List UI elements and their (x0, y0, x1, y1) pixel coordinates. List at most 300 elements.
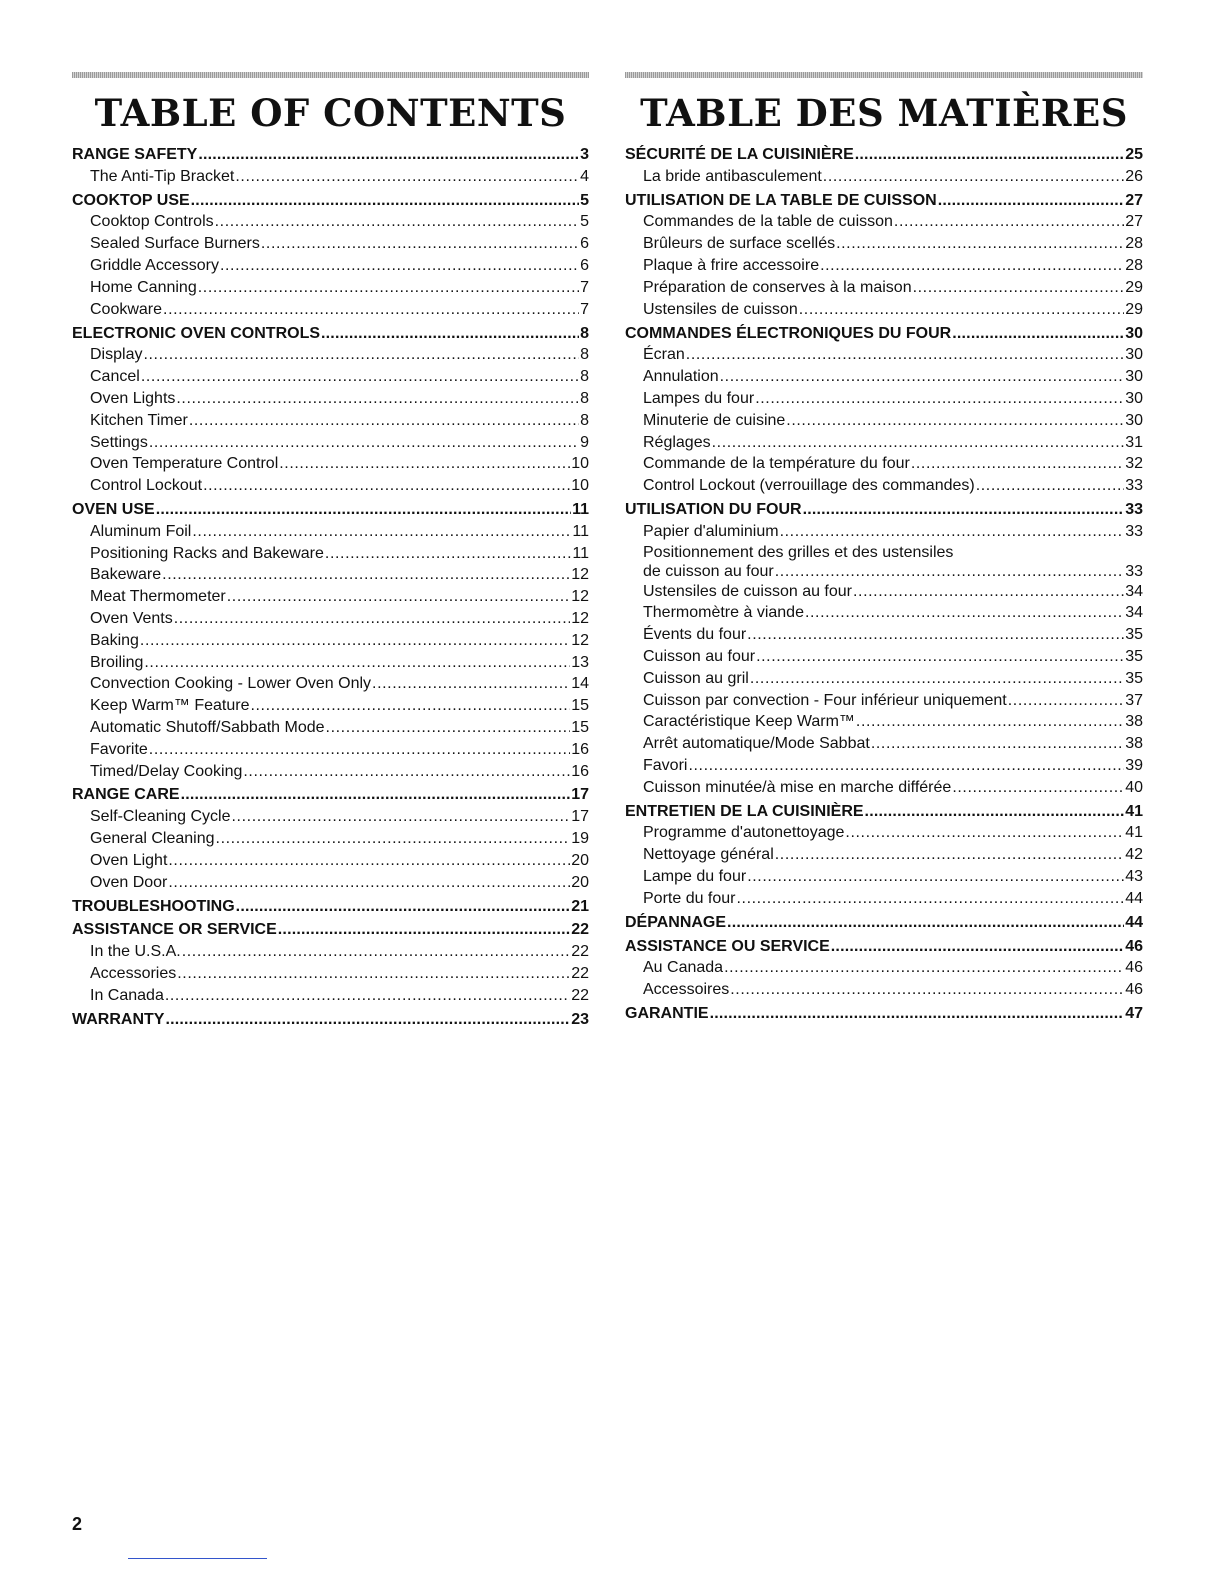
toc-entry-page: 23 (571, 1010, 589, 1028)
toc-entry-label: Au Canada (643, 959, 724, 977)
toc-entry-label: Nettoyage général (643, 846, 774, 864)
toc-entry-label: Cuisson au four (643, 648, 756, 666)
toc-dot-leader (165, 985, 570, 1007)
toc-entry-page: 28 (1125, 235, 1143, 253)
toc-entry-page: 34 (1125, 582, 1143, 600)
toc-dot-leader (198, 144, 579, 166)
toc-entry-label: Positionnement des grilles et des ustensiles (643, 543, 954, 561)
toc-entry-label: Écran (643, 346, 685, 364)
toc-subsection-entry[interactable] (72, 941, 589, 963)
toc-subsection-entry[interactable] (625, 277, 1143, 299)
toc-section-entry[interactable] (625, 1003, 1143, 1025)
toc-dot-leader (181, 784, 571, 806)
toc-entry-label: Brûleurs de surface scellés (643, 235, 836, 253)
toc-entry-page: 6 (580, 257, 589, 275)
toc-dot-leader (871, 733, 1124, 755)
toc-dot-leader (235, 166, 579, 188)
toc-entry-label: Meat Thermometer (90, 588, 226, 606)
toc-list-french (625, 144, 1143, 1025)
toc-dot-leader (855, 144, 1124, 166)
toc-subsection-entry[interactable] (72, 761, 589, 783)
toc-entry-label: Timed/Delay Cooking (90, 762, 243, 780)
toc-subsection-entry[interactable] (625, 866, 1143, 888)
toc-dot-leader (952, 777, 1124, 799)
english-toc-column (72, 72, 589, 1031)
toc-entry-page: 8 (580, 346, 589, 364)
toc-entry-page: 39 (1125, 757, 1143, 774)
toc-subsection-entry[interactable] (625, 979, 1143, 1001)
toc-section-entry[interactable] (72, 323, 589, 345)
toc-subsection-entry[interactable] (72, 211, 589, 233)
toc-entry-page: 35 (1125, 648, 1143, 666)
toc-entry-page: 20 (571, 851, 589, 869)
toc-entry-page: 13 (571, 653, 589, 671)
toc-dot-leader (1008, 690, 1124, 712)
toc-entry-page: 47 (1125, 1005, 1143, 1023)
toc-entry-label: Oven Light (90, 851, 168, 869)
toc-subsection-entry[interactable] (72, 453, 589, 475)
toc-entry-page: 29 (1125, 278, 1143, 296)
toc-subsection-entry[interactable] (625, 755, 1143, 777)
toc-entry-label: UTILISATION DU FOUR (625, 501, 802, 519)
toc-entry-page: 30 (1125, 389, 1143, 407)
toc-entry-page: 7 (580, 300, 589, 318)
toc-entry-page: 11 (572, 544, 589, 562)
toc-subsection-entry[interactable] (72, 255, 589, 277)
toc-dot-leader (325, 543, 571, 565)
toc-entry-label: Oven Door (90, 873, 168, 891)
page-number: 2 (72, 1514, 83, 1534)
toc-entry-page: 28 (1125, 257, 1143, 275)
toc-dot-leader (799, 299, 1124, 321)
toc-entry-page: 10 (571, 455, 589, 473)
toc-subsection-entry[interactable] (72, 277, 589, 299)
toc-dot-leader (243, 761, 570, 783)
toc-entry-page: 46 (1125, 959, 1143, 977)
toc-entry-page: 30 (1125, 411, 1143, 429)
toc-entry-page: 44 (1125, 913, 1143, 931)
toc-entry-page: 17 (571, 808, 589, 826)
toc-dot-leader (215, 211, 579, 233)
toc-entry-page: 38 (1125, 735, 1143, 753)
toc-subsection-entry[interactable] (625, 543, 1143, 562)
toc-dot-leader (216, 828, 571, 850)
toc-subsection-entry[interactable] (72, 521, 589, 543)
toc-dot-leader (710, 1003, 1125, 1025)
toc-subsection-entry[interactable] (625, 233, 1143, 255)
toc-section-entry[interactable] (72, 144, 589, 166)
toc-entry-page: 17 (571, 786, 589, 804)
toc-subsection-entry[interactable] (72, 410, 589, 432)
toc-subsection-entry[interactable] (72, 432, 589, 454)
toc-entry-label: Favori (643, 757, 688, 774)
toc-subsection-entry[interactable] (625, 711, 1143, 733)
toc-entry-label: Control Lockout (90, 477, 203, 495)
french-toc-column (625, 72, 1143, 1025)
toc-subsection-entry[interactable] (72, 366, 589, 388)
toc-dot-leader (712, 432, 1125, 454)
toc-dot-leader (326, 717, 571, 739)
toc-entry-page: 10 (571, 477, 589, 495)
toc-entry-label: RANGE SAFETY (72, 146, 198, 163)
toc-subsection-entry[interactable] (72, 717, 589, 739)
toc-entry-label: SÉCURITÉ DE LA CUISINIÈRE (625, 146, 854, 163)
toc-dot-leader (836, 233, 1124, 255)
toc-entry-page: 8 (580, 324, 589, 342)
toc-entry-page: 33 (1125, 522, 1143, 540)
toc-subsection-entry[interactable] (72, 475, 589, 497)
toc-dot-leader (198, 277, 579, 299)
toc-entry-page: 15 (571, 697, 589, 715)
toc-entry-label: Automatic Shutoff/Sabbath Mode (90, 719, 325, 736)
toc-subsection-entry[interactable] (72, 985, 589, 1007)
toc-entry-page: 35 (1125, 626, 1143, 644)
footer-link-underline (128, 1558, 267, 1559)
toc-entry-label: Broiling (90, 653, 144, 671)
toc-dot-leader (747, 866, 1124, 888)
toc-dot-leader (278, 919, 570, 941)
toc-entry-label: Sealed Surface Burners (90, 235, 260, 253)
toc-dot-leader (176, 388, 579, 410)
toc-entry-label: Favorite (90, 740, 148, 758)
toc-dot-leader (686, 344, 1124, 366)
toc-entry-label: Programme d'autonettoyage (643, 824, 845, 842)
toc-subsection-entry[interactable] (625, 777, 1143, 799)
toc-entry-page: 25 (1125, 146, 1143, 163)
toc-subsection-entry[interactable] (625, 624, 1143, 646)
toc-dot-leader (913, 277, 1125, 299)
toc-entry-label: UTILISATION DE LA TABLE DE CUISSON (625, 191, 937, 209)
toc-entry-label: Réglages (643, 433, 711, 451)
toc-entry-label: Porte du four (643, 889, 736, 907)
toc-dot-leader (189, 410, 579, 432)
toc-section-entry[interactable] (72, 190, 589, 212)
toc-subsection-entry[interactable] (72, 564, 589, 586)
toc-dot-leader (162, 564, 570, 586)
toc-entry-label: Commandes de la table de cuisson (643, 213, 893, 231)
toc-entry-label: Display (90, 346, 143, 364)
toc-entry-label: DÉPANNAGE (625, 913, 727, 931)
toc-subsection-entry[interactable] (625, 521, 1143, 543)
toc-dot-leader (203, 475, 570, 497)
toc-entry-label: Oven Lights (90, 389, 176, 407)
toc-subsection-entry[interactable] (625, 410, 1143, 432)
toc-section-entry[interactable] (72, 1009, 589, 1031)
toc-dot-leader (831, 936, 1124, 958)
toc-entry-page: 46 (1125, 981, 1143, 999)
toc-dot-leader (775, 562, 1124, 581)
toc-subsection-entry[interactable] (72, 673, 589, 695)
toc-entry-page: 41 (1125, 824, 1143, 842)
toc-entry-label: Cookware (90, 300, 163, 318)
toc-dot-leader (372, 673, 570, 695)
toc-dot-leader (727, 912, 1124, 934)
top-rule (72, 72, 589, 78)
toc-dot-leader (750, 668, 1124, 690)
toc-subsection-entry[interactable] (625, 646, 1143, 668)
toc-dot-leader (938, 190, 1125, 212)
toc-entry-label: Plaque à frire accessoire (643, 257, 820, 275)
toc-entry-label: In the U.S.A. (90, 943, 181, 961)
toc-subsection-entry[interactable] (72, 695, 589, 717)
toc-subsection-entry[interactable] (72, 652, 589, 674)
toc-entry-label: Cuisson minutée/à mise en marche différée (643, 778, 952, 796)
toc-entry-label: Keep Warm™ Feature (90, 697, 250, 715)
toc-entry-page: 29 (1125, 300, 1143, 318)
toc-dot-leader (236, 896, 571, 918)
toc-entry-page: 20 (571, 873, 589, 891)
toc-subsection-entry[interactable] (72, 608, 589, 630)
toc-subsection-entry[interactable] (625, 602, 1143, 624)
toc-dot-leader (174, 608, 570, 630)
toc-entry-label: ASSISTANCE OU SERVICE (625, 937, 830, 955)
toc-entry-page: 33 (1125, 501, 1143, 519)
toc-entry-label: Home Canning (90, 278, 197, 296)
toc-dot-leader (149, 739, 570, 761)
toc-subsection-entry[interactable] (625, 822, 1143, 844)
toc-entry-label: Accessories (90, 965, 177, 983)
toc-subsection-entry[interactable] (72, 828, 589, 850)
toc-entry-page: 8 (580, 389, 589, 407)
toc-dot-leader (952, 323, 1124, 345)
toc-entry-page: 3 (580, 146, 589, 163)
toc-entry-page: 8 (580, 368, 589, 386)
toc-subsection-entry[interactable] (72, 739, 589, 761)
toc-entry-page: 43 (1125, 868, 1143, 886)
toc-dot-leader (976, 475, 1124, 497)
toc-entry-page: 6 (580, 235, 589, 253)
toc-subsection-entry[interactable] (625, 211, 1143, 233)
toc-entry-page: 38 (1125, 713, 1143, 731)
toc-entry-label: TROUBLESHOOTING (72, 897, 235, 915)
toc-subsection-entry[interactable] (72, 630, 589, 652)
toc-section-entry[interactable] (625, 323, 1143, 345)
toc-subsection-entry[interactable] (625, 733, 1143, 755)
toc-dot-leader (168, 872, 570, 894)
toc-subsection-entry[interactable] (625, 166, 1143, 188)
toc-entry-page: 41 (1125, 802, 1143, 820)
toc-section-entry[interactable] (625, 190, 1143, 212)
toc-dot-leader (720, 366, 1125, 388)
toc-entry-label: Cooktop Controls (90, 213, 214, 231)
toc-dot-leader (165, 1009, 570, 1031)
toc-section-entry[interactable] (625, 144, 1143, 166)
toc-entry-label: Control Lockout (verrouillage des commandes) (643, 477, 975, 495)
toc-dot-leader (227, 586, 570, 608)
toc-entry-label: Préparation de conserves à la maison (643, 278, 912, 296)
top-rule (625, 72, 1143, 78)
toc-entry-label: OVEN USE (72, 501, 155, 519)
toc-section-entry[interactable] (625, 801, 1143, 823)
toc-dot-leader (149, 432, 579, 454)
toc-entry-label: Cancel (90, 368, 140, 386)
toc-entry-page: 22 (571, 943, 589, 961)
toc-subsection-entry[interactable] (625, 690, 1143, 712)
toc-subsection-entry[interactable] (72, 299, 589, 321)
toc-subsection-entry[interactable] (625, 344, 1143, 366)
toc-entry-page: 40 (1125, 778, 1143, 796)
toc-dot-leader (805, 602, 1124, 624)
toc-subsection-entry[interactable] (625, 581, 1143, 603)
toc-entry-page: 15 (571, 719, 589, 736)
toc-entry-label: Cuisson par convection - Four inférieur uniquement (643, 691, 1007, 709)
toc-entry-page: 31 (1125, 433, 1143, 451)
toc-entry-page: 44 (1125, 889, 1143, 907)
toc-entry-label: Papier d'aluminium (643, 522, 779, 540)
toc-dot-leader (321, 323, 579, 345)
toc-dot-leader (845, 822, 1124, 844)
toc-entry-label: Griddle Accessory (90, 257, 219, 275)
toc-section-entry[interactable] (72, 499, 589, 521)
toc-entry-page: 5 (580, 191, 589, 209)
toc-section-entry[interactable] (72, 784, 589, 806)
toc-subsection-entry[interactable] (625, 888, 1143, 910)
toc-entry-page: 27 (1125, 213, 1143, 231)
toc-entry-label: ELECTRONIC OVEN CONTROLS (72, 324, 321, 342)
toc-heading-english: TABLE OF CONTENTS (94, 91, 567, 135)
toc-entry-label: General Cleaning (90, 830, 215, 848)
toc-entry-page: 22 (571, 986, 589, 1004)
toc-dot-leader (192, 521, 571, 543)
toc-section-entry[interactable] (72, 919, 589, 941)
toc-entry-label: Aluminum Foil (90, 522, 192, 540)
toc-dot-leader (144, 652, 570, 674)
toc-dot-leader (279, 453, 570, 475)
toc-section-entry[interactable] (625, 499, 1143, 521)
toc-entry-page: 8 (580, 411, 589, 429)
toc-entry-page: 42 (1125, 846, 1143, 864)
toc-dot-leader (141, 366, 579, 388)
toc-dot-leader (163, 299, 579, 321)
toc-dot-leader (688, 755, 1124, 777)
toc-entry-label: Kitchen Timer (90, 411, 188, 429)
toc-entry-page: 12 (571, 588, 589, 606)
toc-entry-page: 16 (571, 740, 589, 758)
toc-entry-label: Arrêt automatique/Mode Sabbat (643, 735, 870, 753)
toc-dot-leader (853, 581, 1124, 603)
toc-dot-leader (724, 957, 1124, 979)
toc-entry-page: 33 (1125, 477, 1143, 495)
toc-subsection-entry[interactable] (72, 388, 589, 410)
toc-dot-leader (232, 806, 571, 828)
toc-subsection-entry[interactable] (72, 872, 589, 894)
toc-subsection-entry[interactable] (72, 233, 589, 255)
toc-subsection-entry[interactable] (72, 166, 589, 188)
toc-entry-label: GARANTIE (625, 1005, 709, 1023)
toc-dot-leader (191, 190, 579, 212)
toc-subsection-entry[interactable] (625, 562, 1143, 581)
toc-subsection-entry[interactable] (72, 543, 589, 565)
toc-entry-label: Self-Cleaning Cycle (90, 808, 231, 826)
toc-dot-leader (775, 844, 1124, 866)
toc-entry-label: In Canada (90, 986, 164, 1004)
toc-entry-label: RANGE CARE (72, 786, 180, 804)
toc-entry-page: 5 (580, 213, 589, 231)
toc-entry-label: Oven Vents (90, 610, 173, 628)
toc-entry-label: Baking (90, 631, 139, 649)
toc-subsection-entry[interactable] (625, 432, 1143, 454)
toc-subsection-entry[interactable] (625, 957, 1143, 979)
toc-subsection-entry[interactable] (625, 475, 1143, 497)
toc-subsection-entry[interactable] (625, 844, 1143, 866)
toc-entry-label: Bakeware (90, 566, 162, 584)
toc-dot-leader (250, 695, 570, 717)
toc-entry-page: 30 (1125, 368, 1143, 386)
toc-dot-leader (820, 255, 1124, 277)
toc-entry-label: COMMANDES ÉLECTRONIQUES DU FOUR (625, 324, 952, 342)
toc-dot-leader (143, 344, 579, 366)
toc-entry-label: The Anti-Tip Bracket (90, 167, 235, 185)
toc-list-english (72, 144, 589, 1031)
toc-heading-french: TABLE DES MATIÈRES (640, 91, 1128, 135)
toc-dot-leader (803, 499, 1125, 521)
toc-dot-leader (140, 630, 570, 652)
toc-entry-label: Ustensiles de cuisson au four (643, 582, 852, 600)
toc-subsection-entry[interactable] (72, 963, 589, 985)
toc-dot-leader (756, 646, 1124, 668)
toc-entry-label: WARRANTY (72, 1010, 165, 1028)
toc-entry-page: 9 (580, 433, 589, 451)
toc-subsection-entry[interactable] (625, 388, 1143, 410)
toc-entry-label: Settings (90, 433, 148, 451)
toc-dot-leader (177, 963, 570, 985)
toc-dot-leader (865, 801, 1125, 823)
toc-entry-page: 46 (1125, 937, 1143, 955)
toc-entry-page: 26 (1125, 167, 1143, 185)
toc-entry-label: Annulation (643, 368, 719, 386)
toc-entry-page: 19 (571, 830, 589, 848)
toc-entry-page: 16 (571, 762, 589, 780)
toc-entry-page: 7 (580, 278, 589, 296)
toc-entry-label: Évents du four (643, 626, 747, 644)
toc-entry-label: Lampe du four (643, 868, 747, 886)
toc-subsection-entry[interactable] (625, 668, 1143, 690)
toc-subsection-entry[interactable] (72, 344, 589, 366)
toc-entry-label: Minuterie de cuisine (643, 411, 786, 429)
toc-entry-label: Thermomètre à viande (643, 604, 804, 622)
toc-subsection-entry[interactable] (625, 453, 1143, 475)
toc-dot-leader (737, 888, 1125, 910)
toc-subsection-entry[interactable] (72, 850, 589, 872)
toc-section-entry[interactable] (625, 912, 1143, 934)
toc-entry-label: de cuisson au four (643, 562, 774, 580)
toc-subsection-entry[interactable] (625, 299, 1143, 321)
toc-entry-label: Caractéristique Keep Warm™ (643, 713, 855, 731)
toc-entry-page: 37 (1125, 691, 1143, 709)
toc-subsection-entry[interactable] (72, 806, 589, 828)
toc-subsection-entry[interactable] (625, 366, 1143, 388)
toc-entry-label: Cuisson au gril (643, 669, 749, 687)
toc-entry-page: 11 (572, 501, 589, 519)
toc-entry-label: Lampes du four (643, 389, 755, 407)
toc-section-entry[interactable] (72, 896, 589, 918)
toc-entry-page: 14 (571, 675, 589, 693)
toc-entry-page: 30 (1125, 346, 1143, 364)
toc-entry-page: 32 (1125, 455, 1143, 473)
toc-entry-page: 12 (571, 610, 589, 628)
toc-dot-leader (755, 388, 1124, 410)
toc-section-entry[interactable] (625, 936, 1143, 958)
toc-entry-page: 11 (572, 522, 589, 540)
toc-entry-label: COOKTOP USE (72, 191, 190, 209)
toc-subsection-entry[interactable] (72, 586, 589, 608)
toc-dot-leader (168, 850, 570, 872)
toc-dot-leader (182, 941, 570, 963)
toc-entry-page: 35 (1125, 669, 1143, 687)
toc-dot-leader (730, 979, 1124, 1001)
toc-entry-page: 22 (571, 921, 589, 939)
toc-subsection-entry[interactable] (625, 255, 1143, 277)
